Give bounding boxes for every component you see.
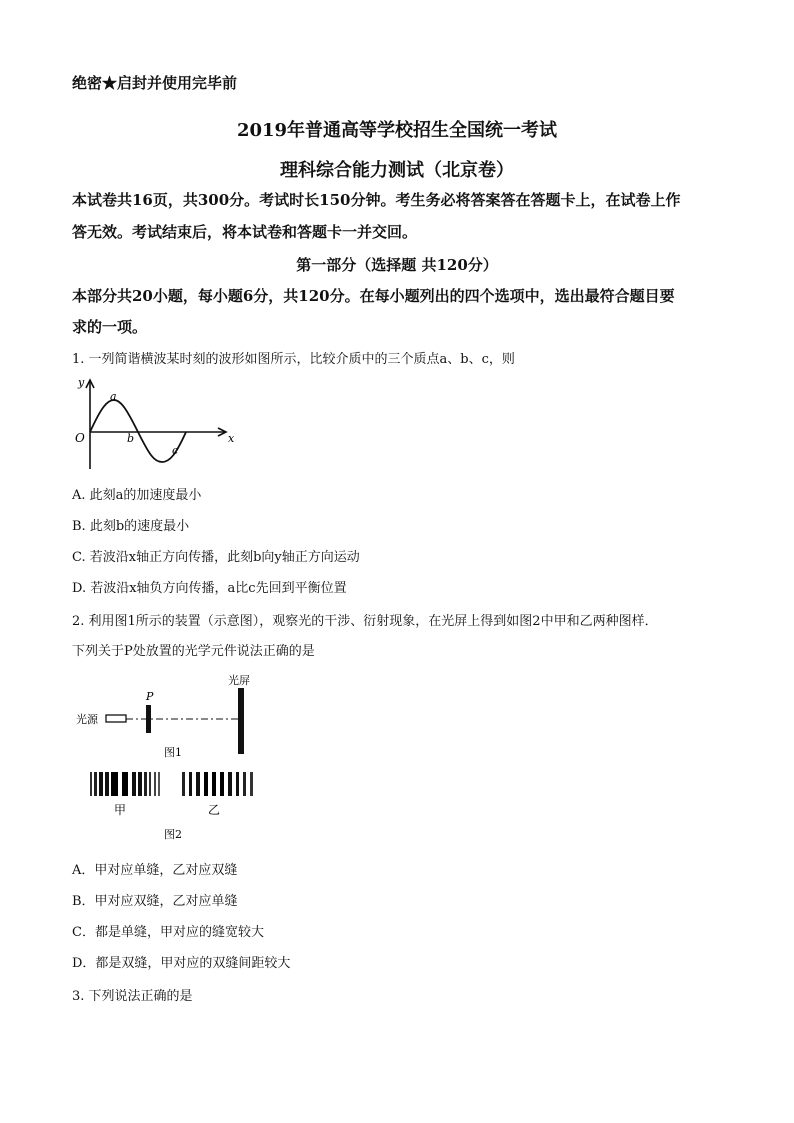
exam-subtitle: 理科综合能力测试（北京卷）	[280, 160, 514, 181]
q1-stem: 1. 一列简谐横波某时刻的波形如图所示，比较介质中的三个质点a、b、c，则	[72, 352, 515, 367]
q2-option-a: A．甲对应单缝，乙对应双缝	[72, 863, 238, 878]
point-b-label: b	[127, 432, 135, 445]
q2-stem-2: 下列关于P处放置的光学元件说法正确的是	[72, 644, 315, 659]
point-a-label: a	[110, 390, 117, 403]
exam-title: 2019年普通高等学校招生全国统一考试	[236, 120, 558, 141]
screen-label: 光屏	[228, 674, 250, 687]
q1-wave-figure	[70, 374, 240, 474]
point-c-label: c	[172, 444, 179, 457]
q1-option-c: C. 若波沿x轴正方向传播，此刻b向y轴正方向运动	[72, 550, 360, 565]
q2-option-d: D．都是双缝，甲对应的双缝间距较大	[72, 956, 291, 971]
screen	[238, 688, 244, 754]
intro-line-1: 本试卷共16页，共300分。考试时长150分钟。考生务必将答案答在答题卡上，在试卷上作	[72, 191, 681, 209]
q2-option-b: B．甲对应双缝，乙对应单缝	[72, 894, 238, 909]
x-axis-label: x	[228, 432, 235, 445]
jia-label: 甲	[114, 803, 127, 817]
q2-option-c: C．都是单缝，甲对应的缝宽较大	[72, 925, 264, 940]
q2-figure-2	[84, 770, 264, 842]
section-desc-2: 求的一项。	[72, 318, 148, 336]
origin-label: O	[75, 431, 85, 445]
p-label: P	[146, 690, 154, 703]
intro-line-2: 答无效。考试结束后，将本试卷和答题卡一并交回。	[72, 223, 418, 241]
yi-label: 乙	[208, 803, 221, 817]
q1-option-a: A. 此刻a的加速度最小	[72, 488, 202, 503]
figure-2-caption: 图2	[164, 828, 182, 841]
pattern-yi	[182, 772, 253, 796]
light-source-label: 光源	[76, 713, 98, 726]
q1-option-d: D. 若波沿x轴负方向传播，a比c先回到平衡位置	[72, 581, 347, 596]
figure-1-caption: 图1	[164, 746, 182, 759]
p-element	[146, 705, 151, 733]
q2-stem-1: 2. 利用图1所示的装置（示意图），观察光的干涉、衍射现象，在光屏上得到如图2中甲和乙两种图样．	[72, 614, 658, 629]
y-axis-label: y	[78, 376, 85, 389]
q2-figure-1	[72, 672, 272, 764]
light-source	[106, 715, 126, 722]
q1-option-b: B. 此刻b的速度最小	[72, 519, 190, 534]
pattern-jia	[90, 772, 160, 796]
section-title: 第一部分（选择题 共120分）	[296, 256, 498, 274]
confidential-label: 绝密★启封并使用完毕前	[72, 74, 238, 92]
q3-stem: 3. 下列说法正确的是	[72, 989, 193, 1004]
section-desc-1: 本部分共20小题，每小题6分，共120分。在每小题列出的四个选项中，选出最符合题目要	[72, 287, 675, 305]
